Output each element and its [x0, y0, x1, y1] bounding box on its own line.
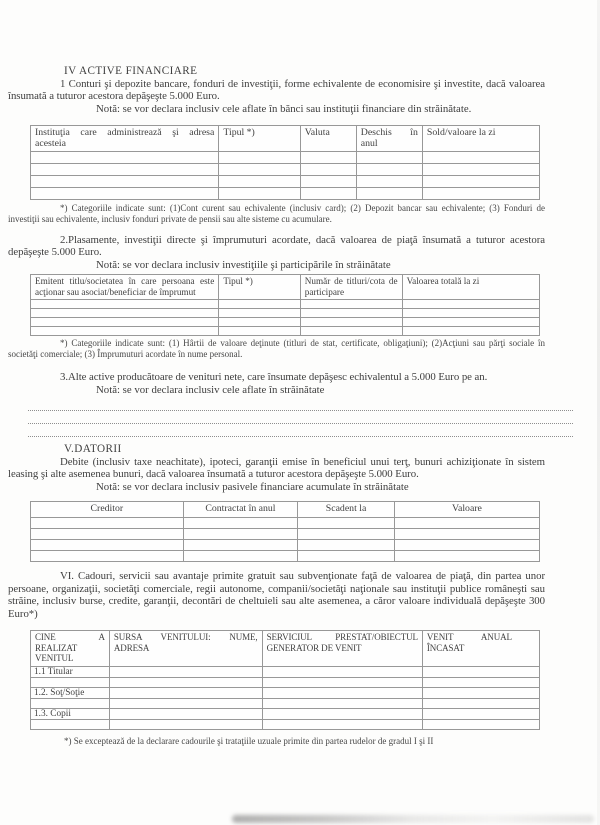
- empty-cell: [219, 176, 300, 188]
- empty-cell: [298, 551, 395, 562]
- fill-in-dotted-area: [8, 398, 545, 437]
- empty-cell: [183, 551, 298, 562]
- column-header-type: Tipul *): [219, 275, 300, 300]
- empty-cell: [402, 309, 539, 318]
- table-row: [31, 327, 540, 336]
- empty-cell: [31, 720, 110, 730]
- bank-accounts-table: [30, 125, 540, 200]
- table-row: [31, 678, 540, 688]
- row-label-sot-sotie: 1.2. Soţ/Soţie: [31, 687, 110, 699]
- column-header-balance: Sold/valoare la zi: [422, 126, 539, 152]
- column-header-currency: Valuta: [300, 126, 356, 152]
- empty-cell: [262, 708, 422, 720]
- column-header-shares: Număr de titluri/cota de participare: [300, 275, 402, 300]
- empty-cell: [183, 518, 298, 529]
- column-header-who-earned: CINE A REALIZAT VENITUL: [31, 630, 110, 666]
- section-v-title: V.DATORII: [64, 443, 122, 456]
- empty-cell: [422, 708, 539, 720]
- empty-cell: [219, 152, 300, 164]
- empty-cell: [109, 687, 262, 699]
- empty-cell: [356, 152, 422, 164]
- table-row: [31, 300, 540, 309]
- column-header-value: Valoare: [394, 502, 539, 518]
- empty-cell: [422, 699, 539, 709]
- empty-cell: [219, 318, 300, 327]
- table-row: [31, 529, 540, 540]
- column-header-creditor: Creditor: [31, 502, 184, 518]
- section-vi-text: VI. Cadouri, servicii sau avantaje primite gratuit sau subvenţionate faţă de valoarea de piaţă, din partea unor persoane, organizaţii, societăţi comerciale, regii autonome, companii/societăţi naţionale sau instituţii publice româneşti sau străine, inclusiv burse, credite, garanţii, decontări de cheltuieli sau alte asemenea, a căror valoare individuală depăşeşte 300 Euro*): [8, 570, 545, 620]
- section-iv-title: IV ACTIVE FINANCIARE: [64, 65, 198, 77]
- table-header-row: [31, 630, 540, 666]
- empty-cell: [394, 518, 539, 529]
- dotted-line: [28, 398, 573, 411]
- empty-cell: [356, 164, 422, 176]
- debts-table: [30, 501, 540, 562]
- empty-cell: [356, 176, 422, 188]
- column-header-institution: Instituţia care administrează şi adresa acesteia: [31, 126, 219, 152]
- table-row: [31, 518, 540, 529]
- empty-cell: [31, 529, 184, 540]
- empty-cell: [183, 540, 298, 551]
- column-header-issuer: Emitent titlu/societatea în care persoana este acţionar sau asociat/beneficiar de împrumut: [31, 275, 219, 300]
- table-row: [31, 699, 540, 709]
- table-row: [31, 540, 540, 551]
- empty-cell: [31, 678, 110, 688]
- section-iv-item2-note: Notă: se vor declara inclusiv investiţiile şi participările în străinătate: [96, 258, 391, 271]
- empty-cell: [219, 164, 300, 176]
- empty-cell: [31, 551, 184, 562]
- empty-cell: [300, 164, 356, 176]
- empty-cell: [422, 666, 539, 678]
- empty-cell: [300, 327, 402, 336]
- section-iv-item1-note: Notă: se vor declara inclusiv cele aflate în bănci sau instituţii financiare din străinătate.: [96, 102, 472, 115]
- empty-cell: [300, 300, 402, 309]
- empty-cell: [31, 176, 219, 188]
- scanned-page-content: [8, 0, 545, 746]
- dotted-line: [28, 424, 573, 437]
- empty-cell: [394, 540, 539, 551]
- empty-cell: [31, 699, 110, 709]
- empty-cell: [402, 300, 539, 309]
- table-header-row: [31, 275, 540, 300]
- empty-cell: [262, 687, 422, 699]
- empty-cell: [298, 540, 395, 551]
- bank-accounts-footnote: *) Categoriile indicate sunt: (1)Cont curent sau echivalente (inclusiv card); (2) Depozit bancar sau echivalente; (3) Fonduri de investiţii sau echivalente, inclusiv fonduri private de pensii sau alte sisteme cu acumulare.: [8, 203, 545, 224]
- column-header-type: Tipul *): [219, 126, 300, 152]
- empty-cell: [31, 300, 219, 309]
- table-row: [31, 720, 540, 730]
- empty-cell: [183, 529, 298, 540]
- empty-cell: [422, 720, 539, 730]
- empty-cell: [109, 666, 262, 678]
- column-header-contracted: Contractat în anul: [183, 502, 298, 518]
- column-header-income-source: SURSA VENITULUI: NUME, ADRESA: [109, 630, 262, 666]
- section-iv-item3-text: 3.Alte active producătoare de venituri nete, care însumate depăşesc echivalentul a 5.000 Euro pe an.: [60, 371, 488, 384]
- empty-cell: [422, 188, 539, 200]
- empty-cell: [298, 518, 395, 529]
- section-iv-item2-text: 2.Plasamente, investiţii directe şi împrumuturi acordate, dacă valoarea de piaţă însumată a tuturor acestora depăşeşte 5.000 Euro.: [8, 234, 545, 259]
- empty-cell: [31, 164, 219, 176]
- empty-cell: [31, 518, 184, 529]
- empty-cell: [219, 327, 300, 336]
- empty-cell: [300, 176, 356, 188]
- column-header-opened: Deschis în anul: [356, 126, 422, 152]
- empty-cell: [300, 188, 356, 200]
- section-iv-item3-note: Notă: se vor declara inclusiv cele aflate în străinătate: [96, 383, 325, 396]
- gifts-income-table: [30, 630, 540, 730]
- dotted-line: [28, 411, 573, 424]
- empty-cell: [219, 188, 300, 200]
- empty-cell: [109, 699, 262, 709]
- empty-cell: [219, 309, 300, 318]
- table-row: [31, 318, 540, 327]
- empty-cell: [109, 720, 262, 730]
- empty-cell: [422, 678, 539, 688]
- empty-cell: [300, 309, 402, 318]
- empty-cell: [402, 318, 539, 327]
- empty-cell: [262, 666, 422, 678]
- empty-cell: [422, 687, 539, 699]
- empty-cell: [31, 318, 219, 327]
- empty-cell: [300, 318, 402, 327]
- empty-cell: [356, 188, 422, 200]
- table-row: [31, 188, 540, 200]
- gifts-table-footnote: *) Se exceptează de la declarare cadourile şi trataţiile uzuale primite din partea rudelor de gradul I şi II: [64, 735, 434, 746]
- investments-table: [30, 274, 540, 336]
- column-header-service: SERVICIUL PRESTAT/OBIECTUL GENERATOR DE VENIT: [262, 630, 422, 666]
- table-row-copii: [31, 708, 540, 720]
- empty-cell: [422, 176, 539, 188]
- empty-cell: [31, 327, 219, 336]
- empty-cell: [262, 699, 422, 709]
- empty-cell: [109, 678, 262, 688]
- column-header-annual-income-label: VENIT ANUAL ÎNCASAT: [426, 631, 512, 653]
- row-label-titular: 1.1 Titular: [31, 666, 110, 678]
- empty-cell: [109, 708, 262, 720]
- empty-cell: [402, 327, 539, 336]
- empty-cell: [262, 720, 422, 730]
- table-row: [31, 309, 540, 318]
- table-row: [31, 176, 540, 188]
- empty-cell: [31, 309, 219, 318]
- scan-smudge: [232, 815, 594, 823]
- empty-cell: [300, 152, 356, 164]
- section-v-note: Notă: se vor declara inclusiv pasivele financiare acumulate în străinătate: [96, 480, 409, 493]
- table-row: [31, 551, 540, 562]
- section-v-text: Debite (inclusiv taxe neachitate), ipoteci, garanţii emise în beneficiul unui terţ, bunuri achiziţionate în sistem leasing şi alte asemenea bunuri, dacă valoarea însumată a tuturor acestora depăşeşte 5.000 Euro.: [8, 456, 545, 481]
- empty-cell: [31, 152, 219, 164]
- table-row-sot-sotie: [31, 687, 540, 699]
- empty-cell: [394, 529, 539, 540]
- empty-cell: [298, 529, 395, 540]
- empty-cell: [219, 300, 300, 309]
- empty-cell: [422, 152, 539, 164]
- empty-cell: [31, 188, 219, 200]
- column-header-annual-income: [422, 630, 539, 666]
- table-row-titular: [31, 666, 540, 678]
- table-header-row: [31, 502, 540, 518]
- column-header-due: Scadent la: [298, 502, 395, 518]
- column-header-total-value: Valoarea totală la zi: [402, 275, 539, 300]
- table-row: [31, 164, 540, 176]
- section-iv-item1-text: 1 Conturi şi depozite bancare, fonduri de investiţii, forme echivalente de economisire şi investite, dacă valoarea însumată a tuturor acestora depăşeşte 5.000 Euro.: [8, 78, 545, 103]
- table-row: [31, 152, 540, 164]
- empty-cell: [394, 551, 539, 562]
- row-label-copii: 1.3. Copii: [31, 708, 110, 720]
- investments-footnote: *) Categoriile indicate sunt: (1) Hârtii de valoare deţinute (titluri de stat, certificate, obligaţiuni); (2)Acţiuni sau părţi sociale în societăţi comerciale; (3) Împrumuturi acordate în nume personal.: [8, 338, 545, 359]
- empty-cell: [262, 678, 422, 688]
- table-header-row: [31, 126, 540, 152]
- empty-cell: [31, 540, 184, 551]
- empty-cell: [422, 164, 539, 176]
